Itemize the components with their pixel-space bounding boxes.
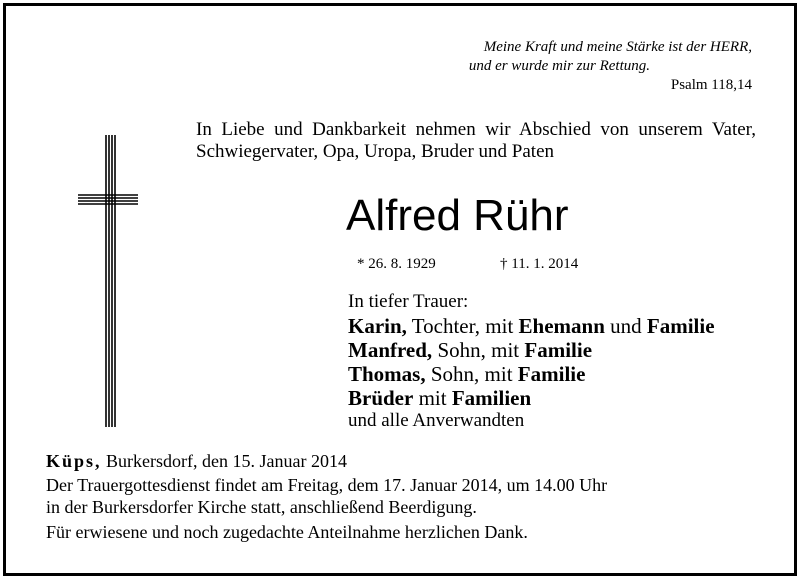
mourners-heading: In tiefer Trauer: bbox=[348, 291, 469, 312]
mourner-line: Karin, Tochter, mit Ehemann und Familie bbox=[348, 314, 715, 338]
funeral-service-line-1: Der Trauergottesdienst findet am Freitag, dem 17. Januar 2014, um 14.00 Uhr bbox=[46, 475, 608, 495]
deceased-name: Alfred Rühr bbox=[346, 191, 569, 240]
bible-verse-line-1: Meine Kraft und meine Stärke ist der HERR, bbox=[483, 39, 752, 55]
bible-verse-line-2: und er wurde mir zur Rettung. bbox=[468, 58, 650, 74]
mourner-line: Brüder mit Familien bbox=[348, 386, 532, 410]
birth-date: * 26. 8. 1929 bbox=[357, 256, 436, 272]
mourner-line: Manfred, Sohn, mit Familie bbox=[348, 338, 593, 362]
cross-icon bbox=[78, 135, 138, 427]
thanks-text: Für erwiesene und noch zugedachte Anteilnahme herzlichen Dank. bbox=[46, 522, 528, 542]
place-date: Küps, Burkersdorf, den 15. Januar 2014 bbox=[46, 451, 347, 471]
death-date: † 11. 1. 2014 bbox=[500, 256, 579, 272]
intro-text: In Liebe und Dankbarkeit nehmen wir Abschied von unserem Vater, Schwiegervater, Opa, Uropa, Bruder und Paten bbox=[196, 119, 756, 162]
funeral-service-line-2: in der Burkersdorfer Kirche statt, anschließend Beerdigung. bbox=[46, 497, 477, 517]
mourner-line: Thomas, Sohn, mit Familie bbox=[348, 362, 586, 386]
bible-verse-reference: Psalm 118,14 bbox=[670, 77, 752, 93]
mourners-closing: und alle Anverwandten bbox=[348, 410, 525, 431]
